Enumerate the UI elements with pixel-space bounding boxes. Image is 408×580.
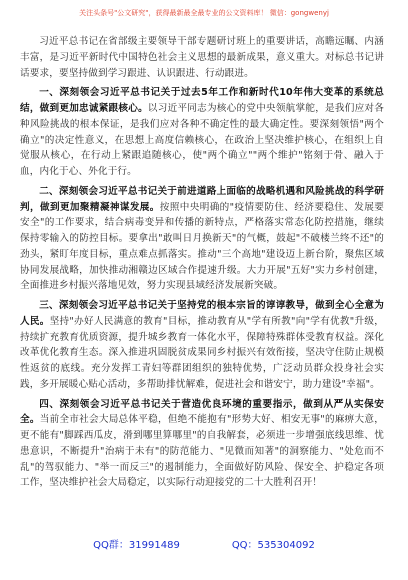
- section-heading-4: 四、深刻领会习近平总书记关于营造优良环境的重要指示，做到从严从实保安全。: [20, 398, 384, 426]
- section-paragraph-3: [20, 298, 384, 393]
- watermark-banner: 关注头条号"公文研究"，获得最新最全最专业的公文资料库！ 微信：gongwenyj: [79, 9, 329, 17]
- section-heading-3: 三、深刻领会习近平总书记关于坚持党的根本宗旨的谆谆教导，做到全心全意为人民。: [20, 300, 384, 327]
- section-paragraph-1: [20, 85, 384, 180]
- section-paragraph-4: [20, 397, 384, 492]
- section-body-2: 按照中央明确的"疫情要防住、经济要稳住、发展要安全"的工作要求，结合病毒变异和传播的新特点，严格落实常态化防控措施，继续保持零输入的防控目标。要拿出"敢叫日月换新天"的气概，鼓起"不破楼兰终不还"的劲头，紧盯年度目标，重点难点抓落实。推动"三个高地"建设迈上新台阶，聚焦区域协同发展战略，加快推动湘赣边区域合作提速升级。大力开展"五好"实力乡村创建，全面推进乡村振兴落地见效，努力实现县域经济发展新突破。: [20, 201, 384, 292]
- qq-number: QQ：535304092: [231, 540, 315, 551]
- document-body: [20, 34, 384, 491]
- intro-paragraph: 习近平总书记在省部级主要领导干部专题研讨班上的重要讲话，高瞻远瞩、内涵丰富，是习近平新时代中国特色社会主义思想的最新成果，意义重大。对标总书记讲话要求，要坚持做到学习跟进、认识跟进、行动跟进。: [20, 36, 384, 79]
- contact-footer: [0, 540, 408, 552]
- section-body-1: 以习近平同志为核心的党中央领航掌舵，是我们应对各种风险挑战的根本保证，是我们应对各种不确定性的最大确定性。要深刻领悟"两个确立"的决定性意义，在思想上高度信赖核心，在政治上坚决维护核心，在组织上自觉服从核心，在行动上紧跟追随核心，使"两个确立""两个维护"铭刻于骨、融入于血，内化于心、外化于行。: [20, 103, 384, 177]
- section-body-3: 坚持"办好人民满意的教育"目标，推动教育从"学有所教"向"学有优教"升级，持续扩充教育优质资源，提升城乡教育一体化水平，保障特殊群体受教育权益。深化改革优化教育生态。深入推进巩固脱贫成果同乡村振兴有效衔接，坚决守住防止规模性返贫的底线。充分发挥工青妇等群团组织的独特优势，广泛动员群众投身社会实践，多开展暖心贴心活动，多帮助排忧解难，促进社会和谐安宁，助力建设"幸福"。: [20, 315, 385, 390]
- section-body-4: 当前全市社会大局总体平稳，但绝不能抱有"形势大好、相安无事"的麻痹大意，更不能有"脚踩西瓜皮，滑到哪里算哪里"的自我解套，必须进一步增强底线思维、忧患意识，不断提升"治病于未有"的防范能力、"见微而知著"的洞察能力、"处危而不乱"的驾驭能力、"举一而反三"的遏制能力，全面做好防风险、保安全、护稳定各项工作，坚决维护社会大局稳定，以实际行动迎接党的二十大胜利召开！: [20, 414, 384, 489]
- qq-group-number: QQ群：31991489: [93, 540, 180, 551]
- section-heading-2: 二、深刻领会习近平总书记关于前进道路上面临的战略机遇和风险挑战的科学研判，做到更加聚精凝神谋发展。: [20, 185, 384, 213]
- section-paragraph-2: [20, 184, 384, 294]
- section-heading-1: 一、深刻领会习近平总书记关于过去5年工作和新时代10年伟大变革的系统总结，做到更加忠诚紧跟核心。: [20, 87, 384, 114]
